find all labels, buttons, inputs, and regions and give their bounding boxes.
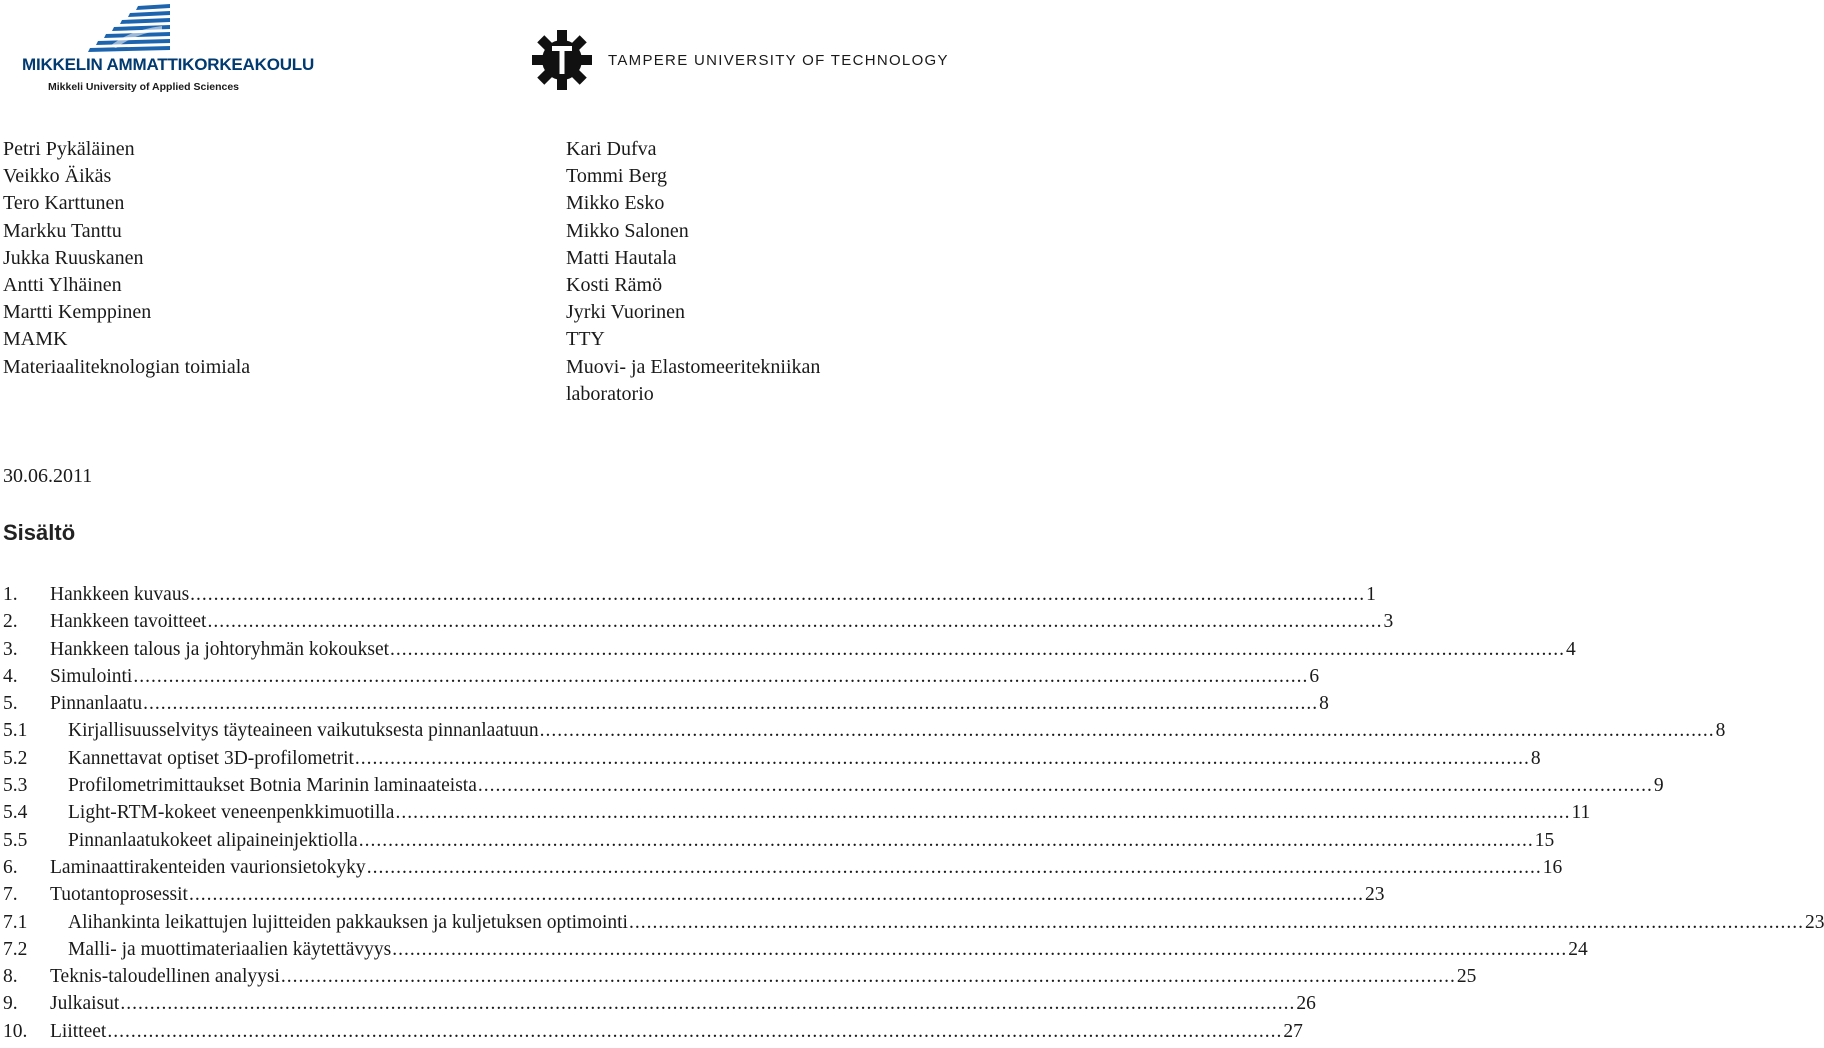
- organization-line: TTY: [566, 328, 605, 351]
- toc-entry-page: 9: [1653, 775, 1664, 797]
- tut-name: TAMPERE UNIVERSITY OF TECHNOLOGY: [608, 52, 949, 69]
- organization-line: Muovi- ja Elastomeeritekniikan: [566, 355, 821, 378]
- toc-dot-leader: ........................................................................................................................................................................................................: [392, 938, 1568, 960]
- mamk-name: MIKKELIN AMMATTIKORKEAKOULU: [22, 55, 315, 74]
- toc-entry-title: Kirjallisuusselvitys täyteaineen vaikutuksesta pinnanlaatuun: [68, 720, 539, 742]
- toc-entry-number: 2.: [3, 611, 18, 633]
- toc-entry-page: 16: [1542, 856, 1563, 878]
- toc-entry-title: Julkaisut: [50, 993, 120, 1015]
- organization-line: Materiaaliteknologian toimiala: [3, 355, 251, 378]
- tut-logo: [530, 28, 950, 94]
- toc-entry-title: Malli- ja muottimateriaalien käytettävyys: [68, 938, 392, 960]
- toc-entry-title: Hankkeen kuvaus: [50, 584, 190, 605]
- author-line: Jukka Ruuskanen: [3, 246, 144, 269]
- toc-entry-page: 24: [1568, 938, 1588, 960]
- toc-entry[interactable]: [3, 802, 1591, 829]
- author-line: Veikko Äikäs: [3, 165, 112, 188]
- toc-entry-title: Alihankinta leikattujen lujitteiden pakkauksen ja kuljetuksen optimointi: [68, 911, 628, 933]
- toc-entry[interactable]: [3, 747, 1541, 775]
- toc-entry-number: 8.: [3, 966, 18, 988]
- toc-entry-page: 23: [1804, 911, 1824, 933]
- toc-dot-leader: ........................................................................................................................................................................................................: [190, 584, 1366, 605]
- toc-entry-page: 1: [1366, 584, 1376, 605]
- mamk-logo: [20, 2, 315, 98]
- toc-entry-title: Profilometrimittaukset Botnia Marinin laminaateista: [68, 775, 477, 797]
- toc-dot-leader: ........................................................................................................................................................................................................: [628, 911, 1804, 933]
- toc-entry-number: 7.2: [3, 938, 28, 960]
- toc-entry-number: 1.: [3, 584, 18, 605]
- toc-entry[interactable]: [3, 611, 1394, 638]
- toc-entry-page: 11: [1571, 802, 1591, 824]
- toc-entry[interactable]: [3, 993, 1316, 1020]
- toc-entry-title: Tuotantoprosessit: [50, 884, 188, 906]
- toc-entry-page: 15: [1534, 829, 1555, 851]
- toc-entry-title: Pinnanlaatukokeet alipaineinjektiolla: [68, 829, 358, 851]
- toc-entry-number: 5.2: [3, 747, 28, 769]
- author-line: Martti Kemppinen: [3, 301, 152, 324]
- toc-entry-title: Hankkeen tavoitteet: [50, 611, 207, 633]
- toc-entry[interactable]: [3, 911, 1824, 939]
- toc-entry-page: 23: [1364, 884, 1385, 906]
- authors-left: [3, 136, 250, 381]
- toc-entry-page: 3: [1383, 611, 1394, 633]
- toc-entry-title: Light-RTM-kokeet veneenpenkkimuotilla: [68, 802, 395, 824]
- toc-entry-number: 9.: [3, 993, 18, 1015]
- table-of-contents: [3, 584, 1824, 1048]
- toc-entry-number: 5.1: [3, 720, 28, 742]
- toc-entry-number: 6.: [3, 856, 18, 878]
- toc-entry[interactable]: [3, 638, 1576, 666]
- mamk-wave-icon: [20, 2, 250, 58]
- author-line: Petri Pykäläinen: [3, 138, 135, 160]
- toc-dot-leader: ........................................................................................................................................................................................................: [395, 802, 1571, 824]
- author-line: Matti Hautala: [566, 246, 677, 269]
- toc-entry-page: 8: [1319, 693, 1329, 715]
- toc-dot-leader: ........................................................................................................................................................................................................: [133, 665, 1309, 687]
- toc-heading: Sisältö: [3, 520, 76, 545]
- toc-entry-number: 7.: [3, 884, 18, 906]
- toc-entry-title: Teknis-taloudellinen analyysi: [50, 966, 280, 988]
- toc-entry-title: Laminaattirakenteiden vaurionsietokyky: [50, 856, 366, 878]
- toc-entry-number: 4.: [3, 665, 18, 687]
- toc-dot-leader: ........................................................................................................................................................................................................: [188, 884, 1364, 906]
- author-line: Tero Karttunen: [3, 192, 125, 215]
- toc-entry[interactable]: [3, 720, 1726, 747]
- toc-entry-number: 5.: [3, 693, 18, 715]
- author-line: Tommi Berg: [566, 165, 668, 188]
- toc-entry-number: 3.: [3, 638, 18, 660]
- toc-entry[interactable]: [3, 884, 1385, 911]
- toc-dot-leader: ........................................................................................................................................................................................................: [390, 638, 1566, 660]
- toc-entry-page: 27: [1283, 1020, 1303, 1042]
- toc-entry-page: 25: [1456, 966, 1477, 988]
- organization-line: MAMK: [3, 328, 68, 351]
- author-line: Antti Ylhäinen: [3, 274, 122, 297]
- toc-entry-title: Liitteet: [50, 1020, 107, 1042]
- toc-entry-page: 8: [1530, 747, 1541, 769]
- toc-dot-leader: ........................................................................................................................................................................................................: [477, 775, 1653, 797]
- toc-dot-leader: ........................................................................................................................................................................................................: [143, 693, 1319, 715]
- author-line: Markku Tanttu: [3, 219, 122, 242]
- toc-dot-leader: ........................................................................................................................................................................................................: [354, 747, 1530, 769]
- toc-entry[interactable]: [3, 856, 1563, 884]
- toc-entry-number: 5.4: [3, 802, 28, 824]
- document-date: 30.06.2011: [3, 465, 93, 487]
- toc-dot-leader: ........................................................................................................................................................................................................: [120, 993, 1296, 1015]
- author-line: Mikko Salonen: [566, 219, 689, 242]
- toc-entry-title: Kannettavat optiset 3D-profilometrit: [68, 747, 354, 769]
- toc-entry-page: 6: [1309, 665, 1320, 687]
- toc-dot-leader: ........................................................................................................................................................................................................: [358, 829, 1534, 851]
- toc-entry-title: Hankkeen talous ja johtoryhmän kokoukset: [50, 638, 390, 660]
- toc-entry-page: 4: [1566, 638, 1576, 660]
- toc-entry[interactable]: [3, 665, 1320, 693]
- toc-entry-title: Pinnanlaatu: [50, 693, 143, 715]
- toc-entry[interactable]: [3, 938, 1588, 966]
- toc-entry[interactable]: [3, 775, 1664, 802]
- toc-entry[interactable]: [3, 1020, 1303, 1048]
- author-line: Jyrki Vuorinen: [566, 301, 685, 324]
- toc-entry-number: 7.1: [3, 911, 28, 933]
- toc-dot-leader: ........................................................................................................................................................................................................: [107, 1020, 1283, 1042]
- toc-entry-title: Simulointi: [50, 665, 133, 687]
- toc-dot-leader: ........................................................................................................................................................................................................: [539, 720, 1715, 742]
- toc-entry-page: 26: [1296, 993, 1316, 1015]
- organization-line: laboratorio: [566, 382, 654, 405]
- toc-entry[interactable]: [3, 829, 1555, 857]
- author-line: Mikko Esko: [566, 192, 665, 215]
- author-line: Kari Dufva: [566, 138, 657, 160]
- toc-entry[interactable]: [3, 584, 1376, 611]
- toc-entry-number: 10.: [3, 1020, 28, 1042]
- toc-entry[interactable]: [3, 693, 1329, 720]
- toc-dot-leader: ........................................................................................................................................................................................................: [280, 966, 1456, 988]
- gear-icon: [530, 28, 594, 92]
- author-line: Kosti Rämö: [566, 274, 663, 297]
- toc-entry-number: 5.3: [3, 775, 28, 797]
- toc-dot-leader: ........................................................................................................................................................................................................: [207, 611, 1383, 633]
- toc-entry-page: 8: [1715, 720, 1726, 742]
- toc-dot-leader: ........................................................................................................................................................................................................: [366, 856, 1542, 878]
- authors-right: [566, 136, 820, 408]
- mamk-subtitle: Mikkeli University of Applied Sciences: [48, 81, 240, 93]
- toc-entry-number: 5.5: [3, 829, 28, 851]
- toc-entry[interactable]: [3, 966, 1477, 993]
